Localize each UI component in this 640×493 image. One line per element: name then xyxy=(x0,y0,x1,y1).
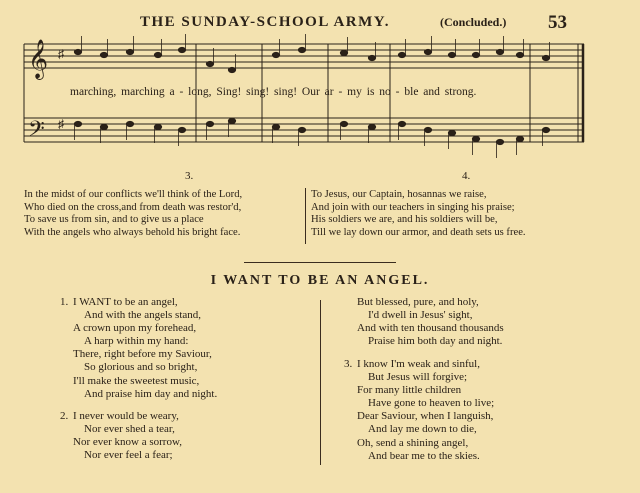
note-head xyxy=(228,118,235,123)
note-head xyxy=(126,49,133,54)
note-head xyxy=(154,124,161,129)
note-head xyxy=(340,121,347,126)
verse-line: Till we lay down our armor, and death sets us free. xyxy=(311,226,526,238)
verse-column-divider xyxy=(305,188,306,244)
note-head xyxy=(178,47,185,52)
note-head xyxy=(516,136,523,141)
stanza-line: And bear me to the skies. xyxy=(368,449,480,462)
stanza-line: I'd dwell in Jesus' sight, xyxy=(368,309,473,322)
note-head xyxy=(448,52,455,57)
verse-line: To Jesus, our Captain, hosannas we raise, xyxy=(311,189,487,200)
note-head xyxy=(126,121,133,126)
note-head xyxy=(206,121,213,126)
stanza-line: I never would be weary, xyxy=(73,410,179,422)
stanza-line: But blessed, pure, and holy, xyxy=(357,296,479,308)
stanza-line: And praise him day and night. xyxy=(84,387,218,400)
stanza-line: Oh, send a shining angel, xyxy=(357,436,469,449)
section-divider xyxy=(244,262,396,263)
stanza-column-divider xyxy=(320,300,321,465)
note-head xyxy=(298,47,305,52)
lyric-underlay: marching, marching a - long, Sing! sing! sing! Our ar - my is no - ble and strong. xyxy=(70,86,477,98)
stanza-line: A harp within my hand: xyxy=(84,335,189,348)
verse-line: With the angels who always behold his bright face. xyxy=(24,226,241,238)
stanza-2 xyxy=(60,410,182,462)
note-head xyxy=(368,55,375,60)
note-head xyxy=(178,127,185,132)
note-head xyxy=(206,61,213,66)
verse-line: To save us from sin, and to give us a place xyxy=(24,214,204,226)
verse-line: And join with our teachers in singing his praise; xyxy=(311,201,515,213)
note-head xyxy=(398,121,405,126)
note-head xyxy=(496,139,503,144)
bass-key-sharp-icon: ♯ xyxy=(58,117,64,131)
stanza-line: Nor ever shed a tear, xyxy=(84,423,175,436)
stanza-line: And with the angels stand, xyxy=(84,309,202,322)
note-head xyxy=(368,124,375,129)
stanza-line: For many little children xyxy=(357,384,462,397)
note-head xyxy=(542,127,549,132)
verse-line: His soldiers we are, and his soldiers will be, xyxy=(311,214,498,226)
note-head xyxy=(542,55,549,60)
stanza-line: So glorious and so bright, xyxy=(84,361,198,374)
verse-4-number: 4. xyxy=(462,170,471,182)
note-head xyxy=(100,124,107,129)
stanza-line: Praise him both day and night. xyxy=(368,335,503,348)
stanza-line: And lay me down to die, xyxy=(368,423,477,436)
stanza-3 xyxy=(344,358,494,463)
verse-line: Who died on the cross,and from death was restor'd, xyxy=(24,201,242,213)
hymn-title: I WANT TO BE AN ANGEL. xyxy=(210,273,430,288)
verse-3-number: 3. xyxy=(185,170,194,182)
page-number: 53 xyxy=(548,12,567,33)
note-head xyxy=(228,67,235,72)
bass-clef-icon: 𝄢 xyxy=(28,117,45,147)
stanza-line: I WANT to be an angel, xyxy=(73,296,178,308)
note-head xyxy=(298,127,305,132)
note-head xyxy=(154,52,161,57)
note-head xyxy=(448,130,455,135)
page-header xyxy=(0,14,640,36)
note-head xyxy=(398,52,405,57)
treble-clef-icon: 𝄞 xyxy=(28,39,49,79)
stanza-line: There, right before my Saviour, xyxy=(73,348,212,361)
note-head xyxy=(74,121,81,126)
running-title: THE SUNDAY-SCHOOL ARMY. xyxy=(140,14,390,30)
stanza-line: I'll make the sweetest music, xyxy=(73,374,200,387)
verse-3 xyxy=(24,189,242,239)
stanza-1 xyxy=(60,296,217,401)
stanza-line: Nor ever feel a fear; xyxy=(84,449,173,462)
note-head xyxy=(340,50,347,55)
note-head xyxy=(272,124,279,129)
note-head xyxy=(74,49,81,54)
note-head xyxy=(472,52,479,57)
stanza-line: Dear Saviour, when I languish, xyxy=(357,410,494,423)
stanza-1-number: 1. xyxy=(60,296,69,308)
concluded-note: (Concluded.) xyxy=(440,15,507,29)
note-head xyxy=(100,52,107,57)
verse-4 xyxy=(311,189,526,239)
stanza-line: I know I'm weak and sinful, xyxy=(357,358,480,370)
stanza-line: A crown upon my forehead, xyxy=(73,322,197,335)
stanza-line: Nor ever know a sorrow, xyxy=(73,436,182,449)
note-head xyxy=(272,52,279,57)
stanza-2-number: 2. xyxy=(60,410,69,422)
stanza-line: And with ten thousand thousands xyxy=(357,322,504,335)
note-head xyxy=(516,52,523,57)
stanza-line: But Jesus will forgive; xyxy=(368,371,468,384)
note-head xyxy=(472,136,479,141)
note-head xyxy=(424,49,431,54)
verse-line: In the midst of our conflicts we'll think of the Lord, xyxy=(24,189,243,200)
music-score xyxy=(0,34,640,174)
treble-key-sharp-icon: ♯ xyxy=(58,47,64,61)
note-head xyxy=(424,127,431,132)
stanza-line: Have gone to heaven to live; xyxy=(368,397,495,410)
stanza-2-continued xyxy=(344,296,504,348)
stanza-3-number: 3. xyxy=(344,358,353,370)
note-head xyxy=(496,49,503,54)
